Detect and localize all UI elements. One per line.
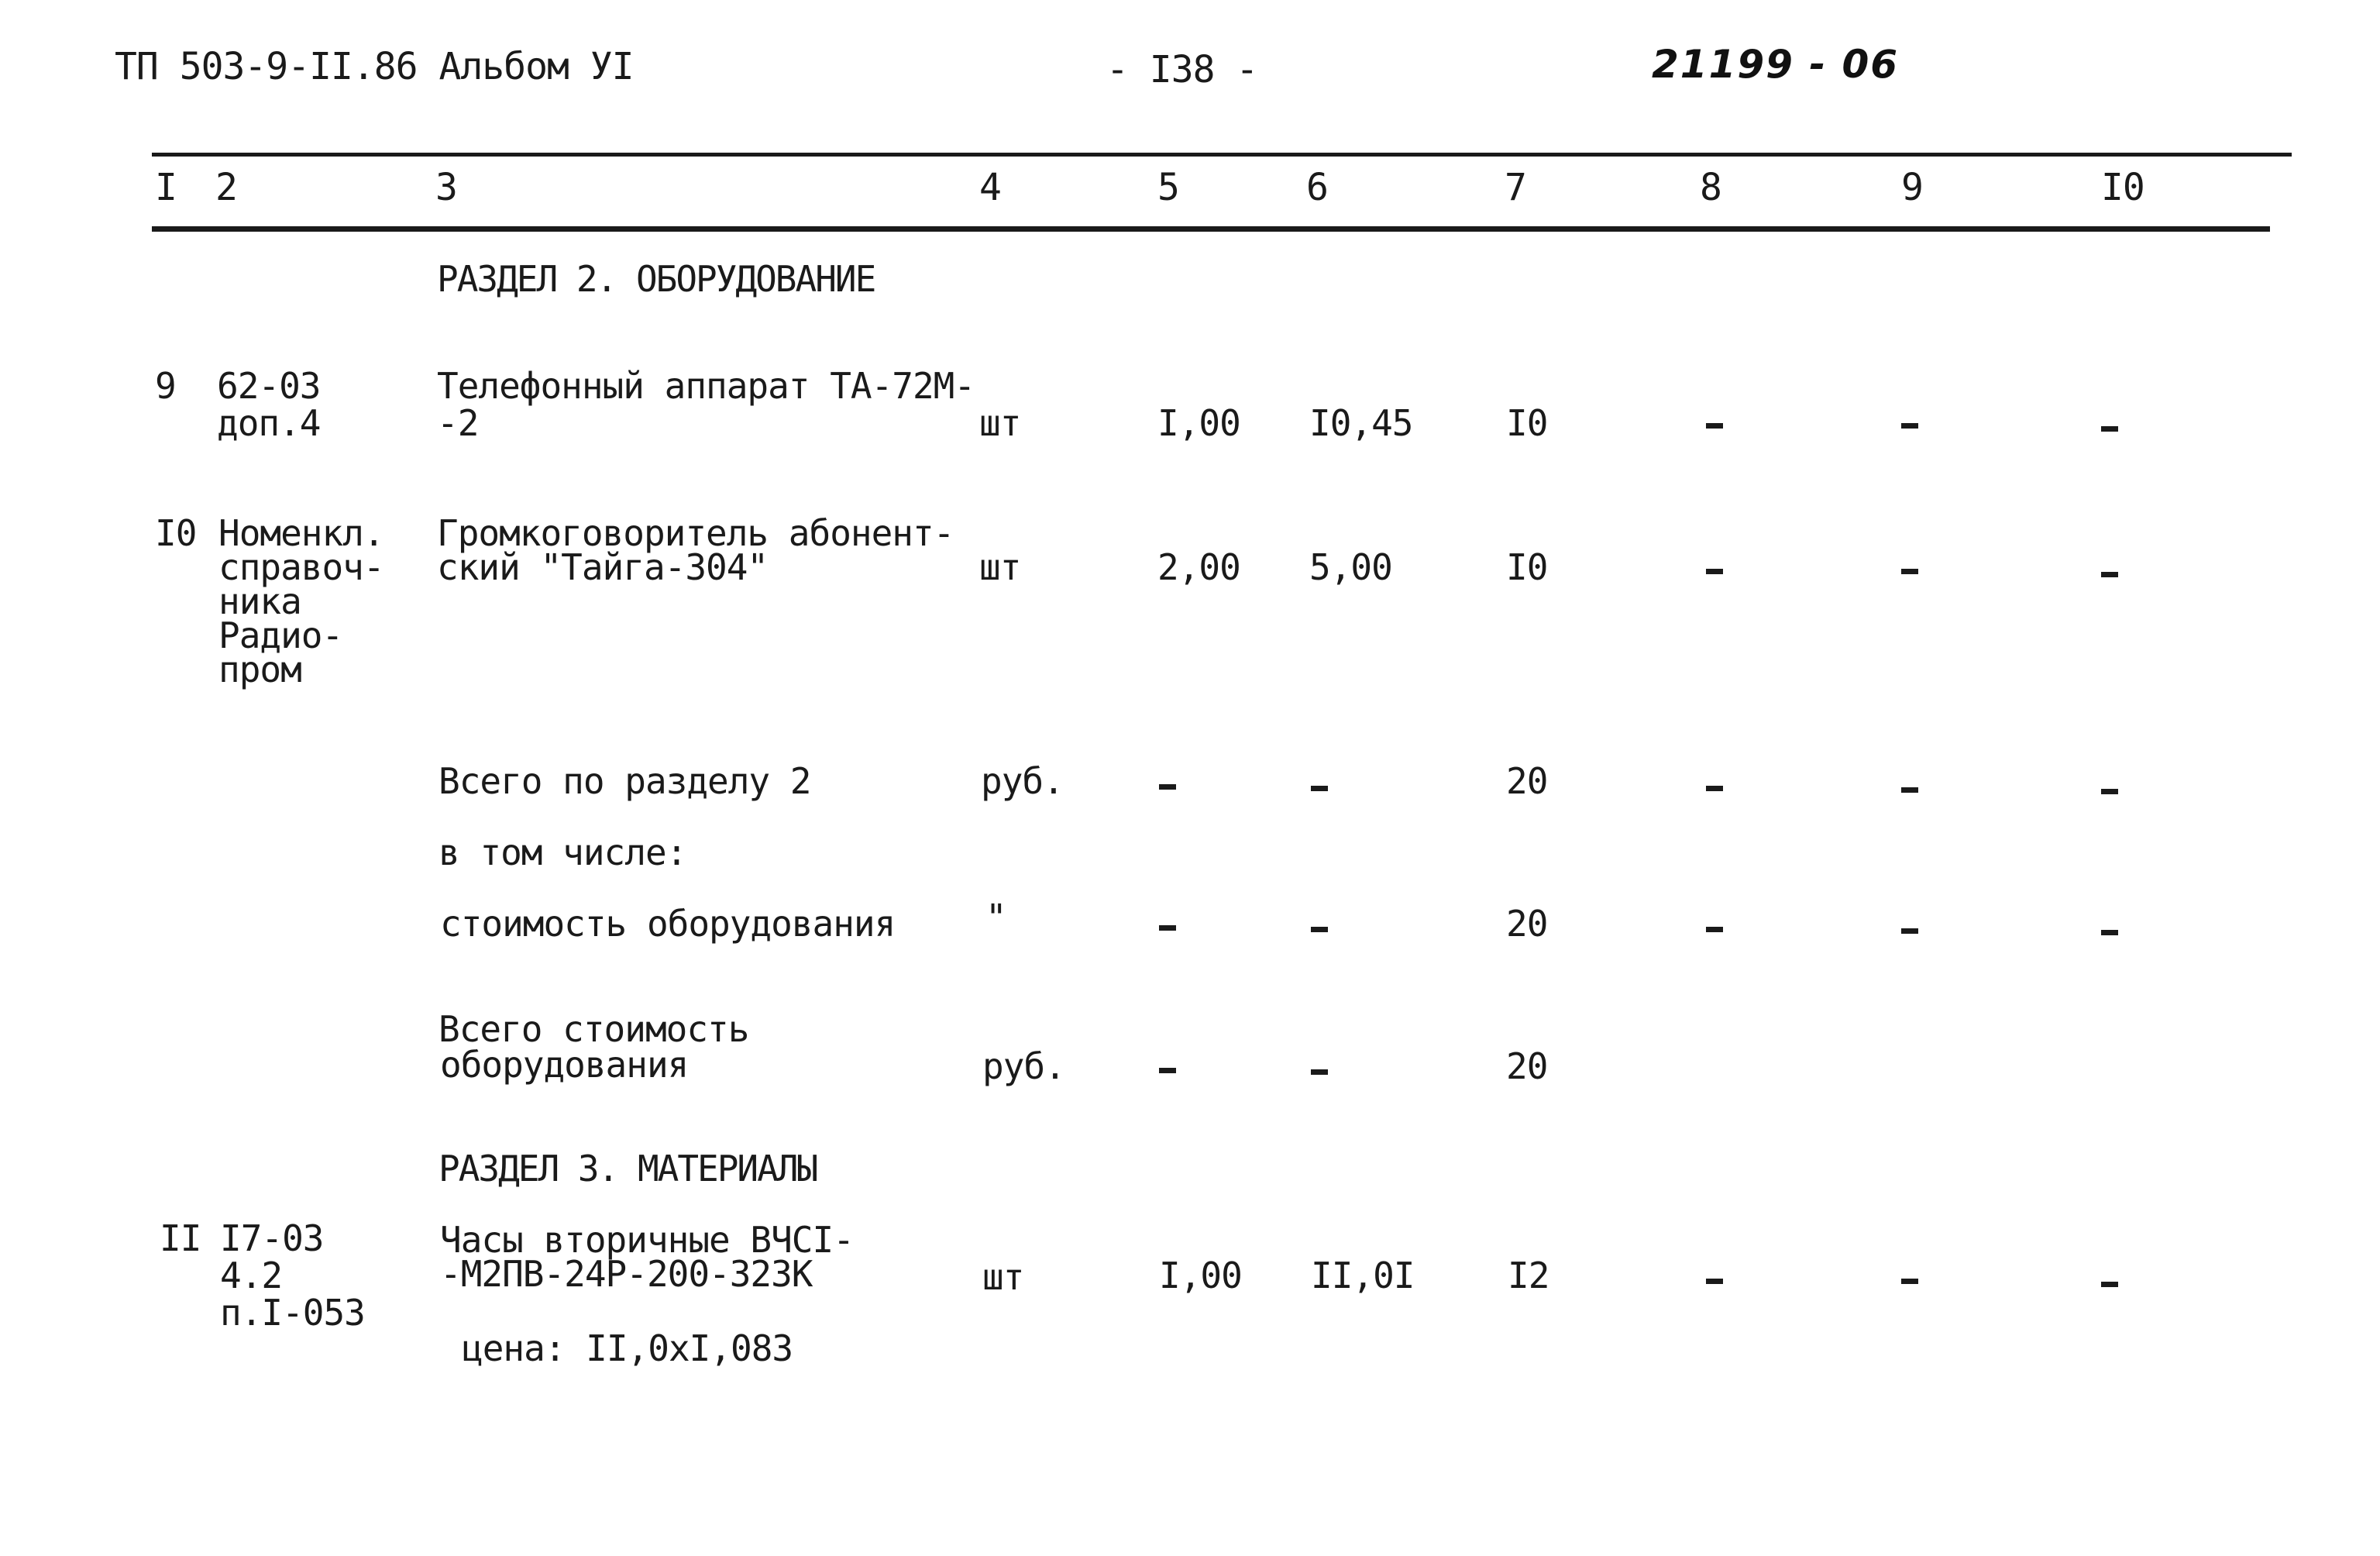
table-top-rule	[152, 153, 2292, 157]
row-number: I0	[155, 512, 197, 554]
row-unit: шт	[982, 1256, 1024, 1298]
empty-cell-dash	[1706, 1279, 1723, 1284]
table-header-bottom-rule	[152, 226, 2270, 232]
equipment-cost-label: стоимость оборудования	[440, 903, 896, 945]
page-number: - I38 -	[1106, 48, 1258, 91]
row-code-line-1: 62-03	[217, 365, 321, 407]
including-label: в том числе:	[439, 831, 687, 873]
empty-cell-dash	[1706, 927, 1723, 932]
empty-cell-dash	[1901, 1279, 1918, 1284]
row-unit: шт	[979, 546, 1021, 588]
empty-cell-dash	[1159, 925, 1176, 931]
row-number: 9	[155, 365, 176, 407]
empty-cell-dash	[2101, 930, 2118, 935]
total-equipment-value: 20	[1506, 1045, 1548, 1087]
empty-cell-dash	[1706, 786, 1723, 791]
handwritten-inventory-number: 21199 - 06	[1652, 42, 1900, 87]
row-unit: шт	[979, 402, 1021, 444]
empty-cell-dash	[1901, 787, 1918, 793]
column-header-10: I0	[2101, 166, 2144, 209]
empty-cell-dash	[1311, 786, 1328, 791]
row-code-line-2: 4.2	[220, 1255, 283, 1296]
total-equipment-unit: руб.	[982, 1045, 1065, 1087]
row-name-line-2: -2	[437, 402, 479, 444]
empty-cell-dash	[1706, 569, 1723, 574]
row-code-line-3: ника	[218, 580, 301, 622]
empty-cell-dash	[2101, 789, 2118, 794]
row-quantity: I,00	[1159, 1255, 1242, 1296]
empty-cell-dash	[2101, 1282, 2118, 1287]
column-header-5: 5	[1157, 166, 1179, 209]
row-unit-price: II,0I	[1311, 1255, 1415, 1296]
row-quantity: I,00	[1157, 402, 1240, 444]
empty-cell-dash	[1901, 423, 1918, 429]
total-cost: 20	[1506, 760, 1548, 802]
row-code-line-1: I7-03	[220, 1217, 324, 1259]
ditto-mark: "	[985, 897, 1006, 938]
empty-cell-dash	[1706, 423, 1723, 429]
empty-cell-dash	[1159, 1068, 1176, 1073]
empty-cell-dash	[1311, 927, 1328, 932]
row-name-line-1: Часы вторичные ВЧСI-	[440, 1219, 854, 1261]
row-code-line-2: доп.4	[217, 402, 321, 444]
row-name-line-2: ский "Тайга-304"	[437, 546, 769, 588]
total-label: Всего по разделу 2	[439, 760, 811, 802]
empty-cell-dash	[1901, 928, 1918, 934]
column-header-3: 3	[435, 166, 457, 209]
column-header-9: 9	[1901, 166, 1923, 209]
price-note: цена: II,0хI,083	[462, 1327, 793, 1369]
column-header-8: 8	[1700, 166, 1721, 209]
total-unit: руб.	[981, 760, 1064, 802]
section-2-title: РАЗДЕЛ 2. ОБОРУДОВАНИЕ	[437, 258, 875, 300]
column-header-4: 4	[979, 166, 1001, 209]
total-equipment-label-line-1: Всего стоимость	[439, 1008, 749, 1050]
row-code-line-3: п.I-053	[220, 1292, 365, 1334]
row-total-cost: I0	[1506, 402, 1548, 444]
row-code-line-5: пром	[218, 649, 301, 690]
row-number: II	[160, 1217, 201, 1259]
document-reference: ТП 503-9-II.86 Альбом УI	[115, 45, 634, 88]
total-equipment-label-line-2: оборудования	[440, 1044, 689, 1086]
empty-cell-dash	[2101, 426, 2118, 432]
column-header-7: 7	[1505, 166, 1526, 209]
row-unit-price: 5,00	[1309, 546, 1392, 588]
column-header-6: 6	[1306, 166, 1328, 209]
row-name-line-2: -М2ПВ-24Р-200-323К	[440, 1253, 813, 1295]
row-name-line-1: Телефонный аппарат ТА-72М-	[437, 365, 975, 407]
equipment-cost-value: 20	[1506, 903, 1548, 945]
row-unit-price: I0,45	[1309, 402, 1413, 444]
row-code-line-2: справоч-	[218, 546, 384, 588]
row-name-line-1: Громкоговоритель абонент-	[437, 512, 954, 554]
column-header-2: 2	[215, 166, 237, 209]
empty-cell-dash	[2101, 572, 2118, 577]
empty-cell-dash	[1159, 784, 1176, 790]
empty-cell-dash	[1311, 1069, 1328, 1075]
section-3-title: РАЗДЕЛ 3. МАТЕРИАЛЫ	[439, 1148, 817, 1189]
empty-cell-dash	[1901, 569, 1918, 574]
row-quantity: 2,00	[1157, 546, 1240, 588]
row-total-cost: I2	[1508, 1255, 1549, 1296]
row-total-cost: I0	[1506, 546, 1548, 588]
row-code-line-1: Номенкл.	[218, 512, 384, 554]
column-header-1: I	[155, 166, 177, 209]
row-code-line-4: Радио-	[218, 614, 343, 656]
